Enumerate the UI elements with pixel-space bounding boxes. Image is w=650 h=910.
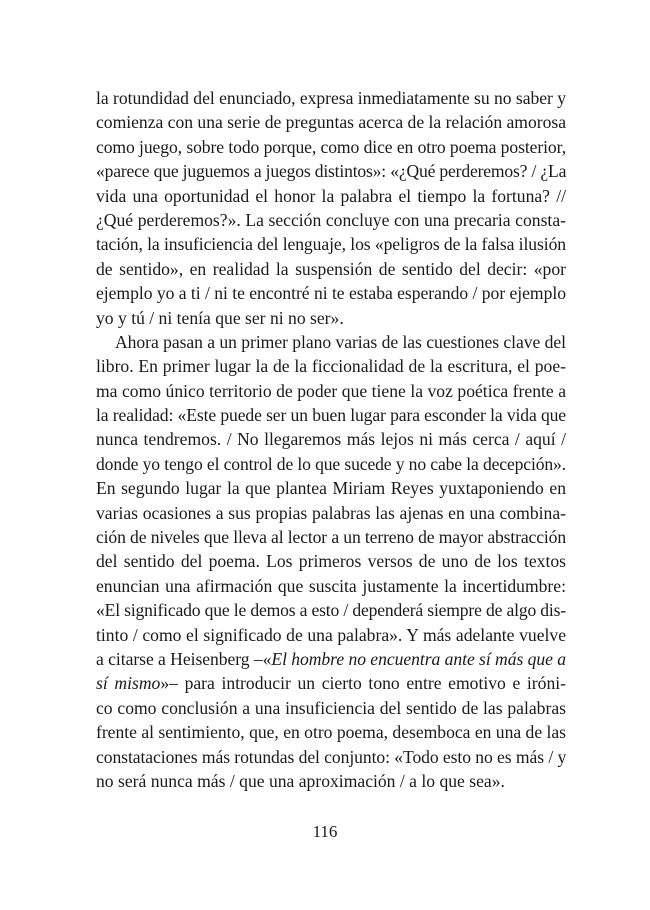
- text-line: vida una oportunidad el honor la palabra el tiempo la fortuna? //: [96, 185, 566, 206]
- text-line: ción de niveles que lleva al lector a un terreno de mayor abstracción: [96, 527, 566, 548]
- text-line: [96, 671, 566, 695]
- text-line: no será nunca más / que una aproximación / a lo que sea».: [96, 770, 505, 791]
- text-line: del sentido del poema. Los primeros versos de uno de los textos: [96, 551, 566, 572]
- text-line: ¿Qué perderemos?». La sección concluye con una precaria consta-: [96, 209, 566, 230]
- text-line: ejemplo yo a ti / ni te encontré ni te estaba esperando / por ejemplo: [96, 283, 566, 304]
- text-line: tinto / como el significado de una palabra». Y más adelante vuelve: [96, 624, 566, 645]
- text-line: la realidad: «Este puede ser un buen lugar para esconder la vida que: [96, 405, 566, 426]
- text-line: constataciones más rotundas del conjunto: «Todo esto no es más / y: [96, 746, 567, 767]
- text-line: donde yo tengo el control de lo que sucede y no cabe la decepción».: [96, 453, 566, 474]
- body-text: [96, 86, 566, 793]
- text-line: libro. En primer lugar la de la ficcionalidad de la escritura, el poe-: [96, 356, 566, 377]
- text-line: ma como único territorio de poder que tiene la voz poética frente a: [96, 380, 566, 401]
- text-line: «El significado que le demos a esto / dependerá siempre de algo dis-: [96, 600, 566, 621]
- book-quote-italic: El hombre no encuentra ante sí más que a: [271, 648, 566, 669]
- text-run: a citarse a Heisenberg –«: [96, 648, 272, 669]
- text-line: comienza con una serie de preguntas acerca de la relación amorosa: [96, 112, 566, 133]
- text-line: [96, 647, 566, 671]
- text-line: varias ocasiones a sus propias palabras las ajenas en una combina-: [96, 502, 566, 523]
- text-line: la rotundidad del enunciado, expresa inmediatamente su no saber y: [96, 88, 566, 108]
- text-line: de sentido», en realidad la suspensión de sentido del decir: «por: [96, 258, 566, 279]
- text-line: nunca tendremos. / No llegaremos más lejos ni más cerca / aquí /: [96, 429, 566, 450]
- text-line: «parece que juguemos a juegos distintos»: «¿Qué perderemos? / ¿La: [96, 161, 567, 182]
- text-line: co como conclusión a una insuficiencia del sentido de las palabras: [96, 697, 566, 718]
- text-line: frente al sentimiento, que, en otro poema, desemboca en una de las: [96, 722, 566, 743]
- page-number: 116: [312, 822, 338, 841]
- text-line: como juego, sobre todo porque, como dice en otro poema posterior,: [96, 136, 566, 157]
- text-line: enuncian una afirmación que suscita justamente la incertidumbre:: [96, 575, 566, 596]
- text-line: tación, la insuficiencia del lenguaje, los «peligros de la falsa ilusión: [96, 234, 566, 255]
- text-line: En segundo lugar la que plantea Miriam Reyes yuxtaponiendo en: [96, 478, 566, 499]
- text-line: Ahora pasan a un primer plano varias de las cuestiones clave del: [115, 331, 566, 352]
- text-run: »– para introducir un cierto tono entre emotivo e iróni-: [160, 673, 566, 694]
- text-line: yo y tú / ni tenía que ser ni no ser».: [96, 307, 344, 328]
- book-quote-italic: sí mismo: [96, 673, 161, 694]
